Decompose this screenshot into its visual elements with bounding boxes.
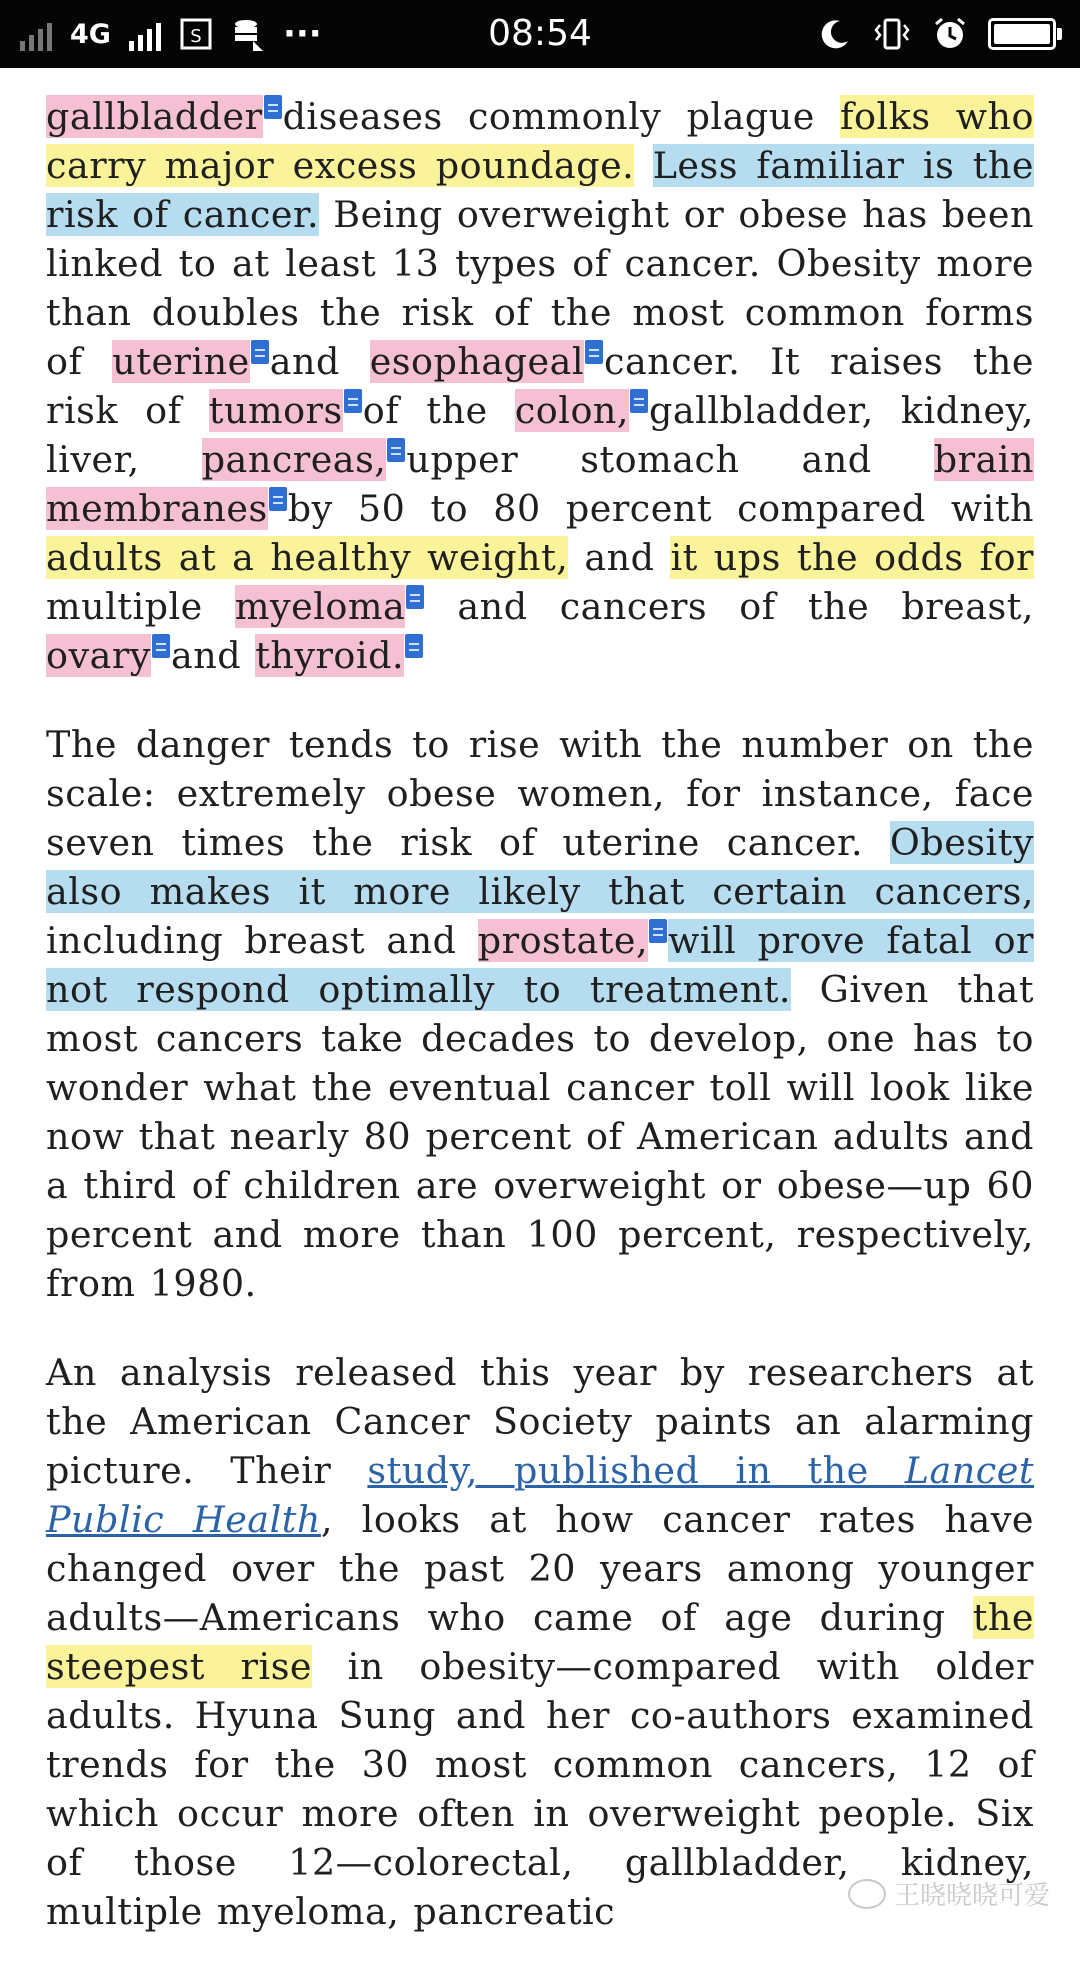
text: The danger tends to rise with the number on the scale: extremely obese women, for instance, face seven times the risk of uterine cancer. bbox=[46, 723, 1034, 864]
text: and bbox=[568, 536, 671, 579]
highlight-yellow[interactable]: adults at a healthy weight, bbox=[46, 536, 569, 579]
highlight-pink[interactable]: ovary bbox=[46, 634, 151, 677]
text: diseases commonly plague bbox=[282, 95, 841, 138]
text: upper stomach and bbox=[406, 438, 934, 481]
highlight-pink[interactable]: prostate, bbox=[477, 919, 649, 962]
journal-name: Lancet Public Health bbox=[46, 1449, 1034, 1541]
note-icon[interactable] bbox=[264, 95, 282, 119]
text: and bbox=[170, 634, 256, 677]
weibo-icon bbox=[848, 1879, 886, 1909]
text: including breast and bbox=[46, 919, 478, 962]
note-icon[interactable] bbox=[630, 389, 648, 413]
clock: 08:54 bbox=[488, 13, 592, 54]
text bbox=[634, 144, 652, 187]
highlight-pink[interactable]: colon, bbox=[514, 389, 630, 432]
watermark bbox=[848, 1875, 1050, 1912]
svg-text:S: S bbox=[190, 26, 202, 47]
highlight-pink[interactable]: tumors bbox=[208, 389, 343, 432]
text: Given that most cancers take decades to develop, one has to wonder what the eventual cancer toll will look like now that nearly 80 percent of American adults and a third of children are overweight or obese—up 60 percent and more than 100 percent, respectively, from 1980. bbox=[46, 968, 1034, 1305]
moon-icon bbox=[818, 17, 852, 51]
note-icon[interactable] bbox=[152, 634, 170, 658]
watermark-text: 王晓晓晓可爱 bbox=[893, 1881, 1050, 1911]
highlight-pink[interactable]: uterine bbox=[112, 340, 250, 383]
highlight-yellow[interactable]: it ups the odds for bbox=[670, 536, 1034, 579]
network-type: 4G bbox=[70, 18, 111, 50]
text: cancer. It raises the risk of bbox=[46, 340, 1034, 432]
text: in obesity—compared with older adults. Hyuna Sung and her co-authors examined trends for the 30 most common cancers, 12 of which occur more often in overweight people. Six of those 12—colorectal, gallbladder, kidney, multiple myeloma, pancreatic bbox=[46, 1645, 1034, 1933]
highlight-pink[interactable]: gallbladder bbox=[46, 95, 263, 138]
highlight-blue[interactable]: will prove fatal or not respond optimally to treatment. bbox=[46, 919, 1034, 1011]
highlight-pink[interactable]: brain membranes bbox=[46, 438, 1034, 530]
alarm-icon bbox=[932, 16, 968, 52]
text: An analysis released this year by researchers at the American Cancer Society paints an alarming picture. Their bbox=[46, 1351, 1034, 1492]
text: and cancers of the breast, bbox=[425, 585, 1035, 628]
text: , looks at how cancer rates have changed over the past 20 years among younger adults—Americans who came of age during bbox=[46, 1498, 1034, 1639]
note-icon[interactable] bbox=[405, 634, 423, 658]
text: multiple bbox=[46, 585, 235, 628]
highlight-pink[interactable]: pancreas, bbox=[201, 438, 387, 481]
note-icon[interactable] bbox=[387, 438, 405, 462]
link-text: study, published in the bbox=[367, 1449, 905, 1492]
text: and bbox=[269, 340, 370, 383]
highlight-blue[interactable]: Obesity also makes it more likely that certain cancers, bbox=[46, 821, 1034, 913]
text: Being overweight or obese has been linked to at least 13 types of cancer. Obesity more than doubles the risk of the most common forms of bbox=[46, 193, 1034, 383]
battery-icon bbox=[988, 18, 1056, 50]
highlight-yellow[interactable]: the steepest rise bbox=[46, 1596, 1034, 1688]
status-right bbox=[818, 0, 1056, 68]
highlight-blue[interactable]: Less familiar is the risk of cancer. bbox=[46, 144, 1034, 236]
note-icon[interactable] bbox=[269, 487, 287, 511]
paragraph-2 bbox=[46, 720, 1034, 1308]
note-icon[interactable] bbox=[251, 340, 269, 364]
highlight-yellow[interactable]: folks who carry major excess poundage. bbox=[46, 95, 1034, 187]
more-icon: ··· bbox=[282, 14, 322, 54]
highlight-pink[interactable]: thyroid. bbox=[255, 634, 405, 677]
paragraph-3 bbox=[46, 1348, 1034, 1936]
note-icon[interactable] bbox=[406, 585, 424, 609]
paragraph-1 bbox=[46, 92, 1034, 680]
vibrate-icon bbox=[872, 17, 912, 51]
article-body bbox=[46, 92, 1034, 1976]
text: by 50 to 80 percent compared with bbox=[287, 487, 1034, 530]
highlight-pink[interactable]: esophageal bbox=[369, 340, 585, 383]
note-icon[interactable] bbox=[649, 919, 667, 943]
text: of the bbox=[362, 389, 515, 432]
text: gallbladder, kidney, liver, bbox=[46, 389, 1034, 481]
highlight-pink[interactable]: myeloma bbox=[234, 585, 406, 628]
note-icon[interactable] bbox=[585, 340, 603, 364]
note-icon[interactable] bbox=[344, 389, 362, 413]
status-bar bbox=[0, 0, 1080, 68]
